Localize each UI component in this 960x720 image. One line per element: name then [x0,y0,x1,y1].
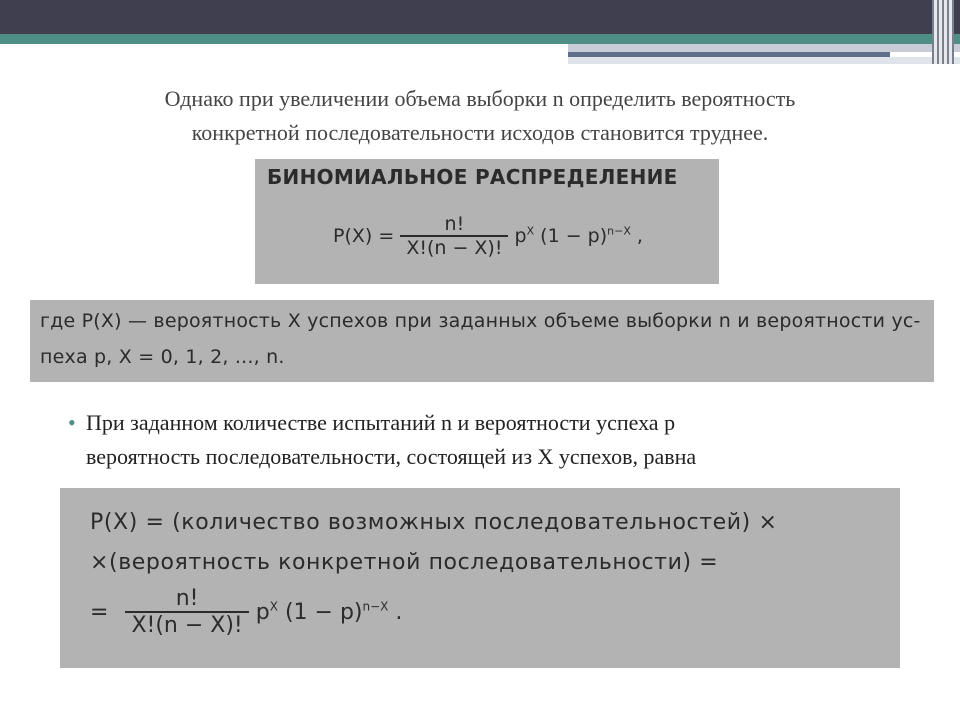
tail-exp-n-x: n−X [607,224,631,238]
binomial-formula-image [255,159,719,284]
decor-stripes [932,0,954,64]
top-dark-bar [0,0,960,34]
tail-p: p [514,225,527,248]
bullet-text [86,406,886,474]
seq-tail-p: p [255,599,270,625]
sequence-numerator: n! [125,586,248,613]
decor-bar-pale [568,57,960,64]
fraction-denominator: X!(n − X)! [406,237,503,259]
intro-text [40,82,920,150]
formula-lhs: P(X) = [333,225,395,247]
tail-one-minus-p: (1 − p) [540,225,608,248]
formula-tail [515,225,643,247]
sequence-formula [90,586,402,638]
bullet-line-2: вероятность последовательности, состоящей из X успехов, равна [86,444,697,469]
fraction-numerator: n! [400,213,508,237]
sequence-fraction [125,586,248,638]
intro-line-1: Однако при увеличении объема выборки n определить вероятность [164,86,796,111]
intro-line-2: конкретной последовательности исходов становится труднее. [191,120,769,145]
seq-tail-exp-x: X [269,599,278,614]
formula-fraction [400,213,508,259]
tail-exp-x: X [526,224,535,238]
where-line-1: где P(X) — вероятность X успехов при заданных объеме выборки n и вероятности ус- [40,310,921,332]
seq-tail-exp-n-x: n−X [362,599,389,614]
sequence-eq: = [90,599,109,625]
sequence-tail [256,600,403,625]
seq-tail-one-minus-p: (1 − p) [284,599,363,625]
sequence-denominator: X!(n − X)! [131,613,243,638]
seq-tail-period: . [395,599,403,625]
bullet-line-1: При заданном количестве испытаний n и вероятности успеха p [86,410,676,435]
top-teal-bar [0,34,960,44]
binomial-caption: БИНОМИАЛЬНОЕ РАСПРЕДЕЛЕНИЕ [267,165,678,189]
sequence-formula-image [60,488,900,668]
decor-bar-light [568,44,960,52]
binomial-formula [333,213,643,259]
where-explanation-image [30,300,934,382]
where-line-2: пеха p, X = 0, 1, 2, ..., n. [40,346,285,368]
bullet-marker: • [68,410,76,435]
sequence-line-1: P(X) = (количество возможных последовательностей) × [90,510,778,535]
sequence-line-2: ×(вероятность конкретной последовательности) = [90,550,719,575]
tail-comma: , [636,225,643,248]
